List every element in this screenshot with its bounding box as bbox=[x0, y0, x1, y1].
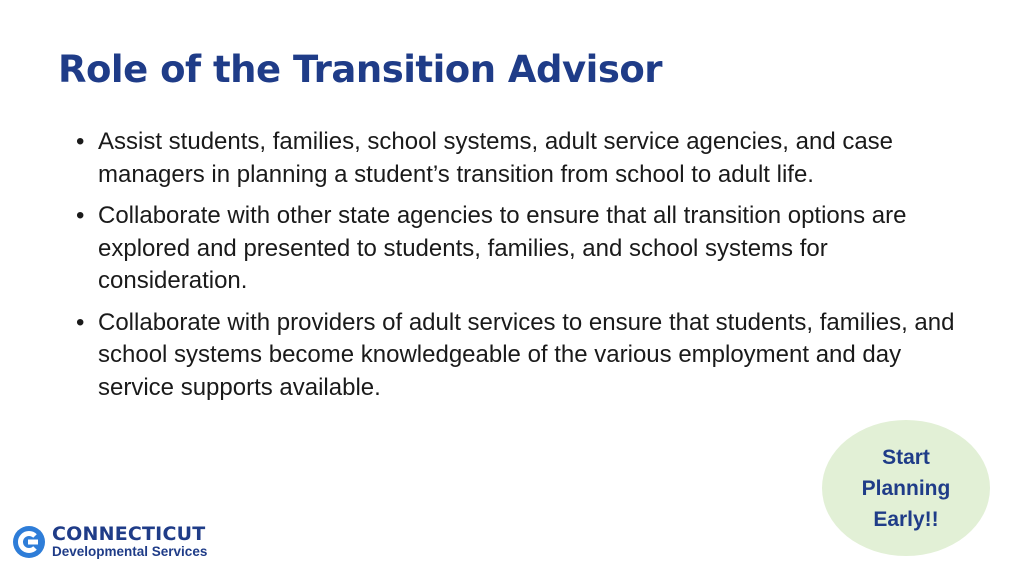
logo-name: CONNECTICUT bbox=[52, 523, 206, 545]
bullet-dot-icon: • bbox=[76, 202, 85, 229]
bullet-text: Collaborate with providers of adult services to ensure that students, families, and school systems become knowledgeable of the various employment and day service supports available. bbox=[98, 308, 955, 401]
bullet-text: Collaborate with other state agencies to ensure that all transition options are explored and presented to students, families, and school systems for consideration. bbox=[98, 202, 907, 294]
badge-line: Early!! bbox=[873, 507, 939, 531]
badge-line: Planning bbox=[861, 476, 951, 500]
bullet-list bbox=[72, 126, 972, 413]
badge-line: Start bbox=[882, 445, 930, 469]
bullet-item bbox=[72, 126, 972, 191]
bullet-dot-icon: • bbox=[76, 308, 85, 336]
ct-logo bbox=[12, 524, 207, 560]
bullet-item bbox=[72, 307, 972, 405]
badge-text bbox=[846, 442, 966, 535]
ct-c-logo-icon bbox=[12, 525, 46, 559]
logo-subtitle: Developmental Services bbox=[52, 544, 208, 559]
bullet-dot-icon: • bbox=[76, 128, 85, 155]
bullet-text: Assist students, families, school systems, adult service agencies, and case managers in planning a student’s transition from school to adult life. bbox=[98, 128, 894, 188]
bullet-item bbox=[72, 200, 972, 298]
start-planning-badge bbox=[822, 420, 990, 556]
slide-title: Role of the Transition Advisor bbox=[58, 48, 663, 91]
